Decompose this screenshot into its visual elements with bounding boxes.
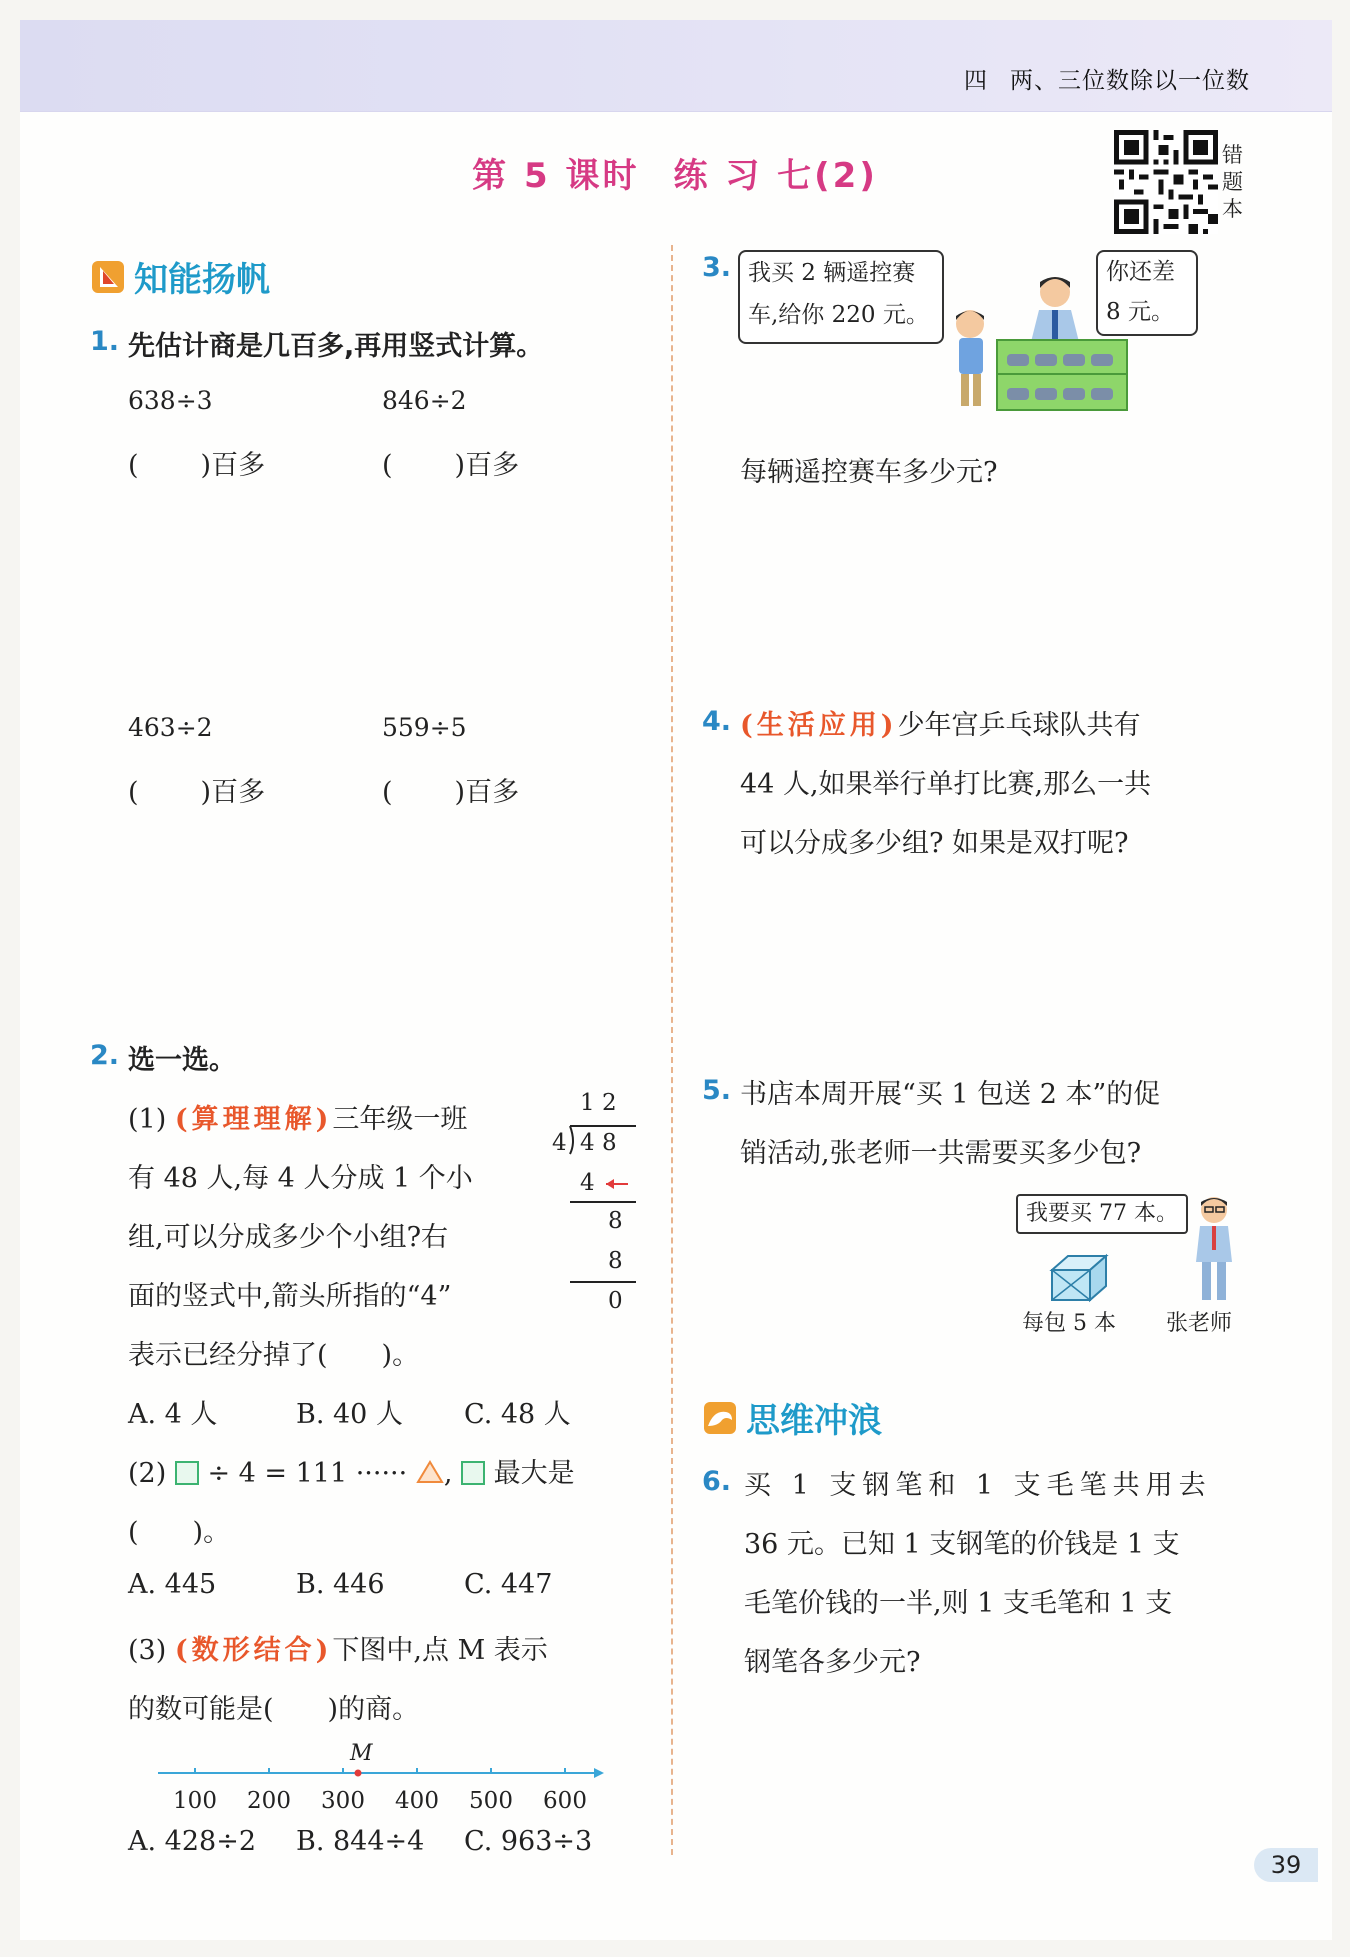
step: 8 xyxy=(608,1208,623,1234)
sail-icon xyxy=(90,259,126,295)
arrow-icon xyxy=(594,1768,604,1778)
text-line: 44 人,如果举行单打比赛,那么一共 xyxy=(740,769,1152,800)
point-m-label: M xyxy=(350,1741,373,1766)
question-number: 6. xyxy=(702,1466,732,1497)
text-line: 面的竖式中,箭头所指的“4” xyxy=(128,1281,452,1312)
option-c[interactable]: C. 447 xyxy=(464,1569,553,1600)
option-a[interactable]: A. 4 人 xyxy=(128,1399,218,1430)
expression: 559÷5 xyxy=(382,713,467,742)
option-a[interactable]: A. 445 xyxy=(128,1569,217,1600)
dividend: 4 8 xyxy=(580,1130,617,1156)
tick-label: 400 xyxy=(395,1788,439,1814)
chapter-title: 两、三位数除以一位数 xyxy=(1010,68,1250,94)
teacher-label: 张老师 xyxy=(1166,1311,1233,1336)
question-prompt: 选一选。 xyxy=(128,1045,236,1076)
text-line: 钢笔各多少元? xyxy=(744,1647,921,1678)
question-text: 每辆遥控赛车多少元? xyxy=(740,457,998,488)
answer-blank[interactable]: ( )百多 xyxy=(382,450,520,481)
chapter-heading xyxy=(964,62,1250,95)
book-package-icon xyxy=(1048,1252,1114,1304)
column-divider xyxy=(671,245,673,1855)
text-line: 毛笔价钱的一半,则 1 支毛笔和 1 支 xyxy=(744,1588,1173,1619)
divisor: 4 xyxy=(552,1130,567,1156)
question-number: 5. xyxy=(702,1075,732,1106)
tick-label: 600 xyxy=(543,1788,587,1814)
text-line: 组,可以分成多少个小组?右 xyxy=(128,1222,449,1253)
division-lines xyxy=(544,1090,644,1330)
tick-label: 200 xyxy=(247,1788,291,1814)
question-text: 买 1 支钢笔和 1 支毛笔共用去 xyxy=(744,1470,1212,1501)
speech-bubble-clerk: 你还差 8 元。 xyxy=(1096,250,1198,336)
green-square-icon xyxy=(461,1461,485,1485)
step: 4 xyxy=(580,1170,595,1196)
options-row xyxy=(128,1826,593,1857)
question-number: 2. xyxy=(90,1040,120,1071)
answer-blank[interactable]: ( )百多 xyxy=(128,777,266,808)
sub-question-3: (3) (数形结合)下图中,点 M 表示 xyxy=(128,1635,548,1666)
speech-bubble-teacher: 我要买 77 本。 xyxy=(1016,1194,1188,1234)
speech-bubble-boy: 我买 2 辆遥控赛 车,给你 220 元。 xyxy=(738,250,944,344)
arrow-icon xyxy=(606,1179,614,1189)
remainder: 0 xyxy=(608,1288,623,1314)
option-b[interactable]: B. 40 人 xyxy=(296,1399,403,1430)
package-label: 每包 5 本 xyxy=(1022,1311,1116,1336)
option-a[interactable]: A. 428÷2 xyxy=(128,1826,256,1857)
green-square-icon xyxy=(175,1461,199,1485)
text-line: 销活动,张老师一共需要买多少包? xyxy=(740,1138,1142,1169)
shop-illustration xyxy=(935,262,1175,422)
section-title: 思维冲浪 xyxy=(746,1401,882,1441)
long-division xyxy=(544,1090,644,1330)
orange-triangle-icon xyxy=(416,1460,444,1484)
text-line: 有 48 人,每 4 人分成 1 个小 xyxy=(128,1163,473,1194)
option-c[interactable]: C. 963÷3 xyxy=(464,1826,593,1857)
section-heading-siwei xyxy=(702,1393,882,1442)
quotient: 1 2 xyxy=(580,1090,617,1116)
question-number: 1. xyxy=(90,326,120,357)
lesson-number: 第 5 课时 xyxy=(472,156,640,196)
question-number: 4. xyxy=(702,706,732,737)
expression: 846÷2 xyxy=(382,386,467,415)
text-line: 36 元。已知 1 支钢笔的价钱是 1 支 xyxy=(744,1529,1180,1560)
lesson-name: 练 习 七(2) xyxy=(673,156,878,196)
tick-label: 100 xyxy=(173,1788,217,1814)
text-line: 的数可能是( )的商。 xyxy=(128,1694,420,1725)
options-row xyxy=(128,1569,553,1600)
text-line: 可以分成多少组? 如果是双打呢? xyxy=(740,828,1129,859)
answer-blank[interactable]: ( )百多 xyxy=(382,777,520,808)
step: 8 xyxy=(608,1248,623,1274)
answer-blank[interactable]: ( )。 xyxy=(128,1517,231,1548)
option-b[interactable]: B. 844÷4 xyxy=(296,1826,425,1857)
question-text: 书店本周开展“买 1 包送 2 本”的促 xyxy=(740,1079,1161,1110)
answer-blank[interactable]: ( )百多 xyxy=(128,450,266,481)
option-c[interactable]: C. 48 人 xyxy=(464,1399,571,1430)
page-number: 39 xyxy=(1254,1848,1318,1882)
tick-label: 300 xyxy=(321,1788,365,1814)
expression: 638÷3 xyxy=(128,386,213,415)
sub-question-2: (2) ÷ 4 = 111 ······ , 最大是 xyxy=(128,1458,575,1489)
question-number: 3. xyxy=(702,252,732,283)
qr-code-icon[interactable] xyxy=(1114,130,1218,234)
question-prompt: 先估计商是几百多,再用竖式计算。 xyxy=(128,331,544,362)
text-line: 表示已经分掉了( )。 xyxy=(128,1340,420,1371)
question-text: (生活应用)少年宫乒乓球队共有 xyxy=(740,710,1141,741)
point-m xyxy=(355,1770,362,1777)
qr-label: 错题本 xyxy=(1222,143,1243,221)
section-heading-zhineng xyxy=(90,252,270,301)
chapter-number: 四 xyxy=(964,68,988,94)
options-row xyxy=(128,1392,571,1431)
wave-icon xyxy=(702,1400,738,1436)
number-line xyxy=(150,1738,620,1822)
expression: 463÷2 xyxy=(128,713,213,742)
section-title: 知能扬帆 xyxy=(134,260,270,300)
option-b[interactable]: B. 446 xyxy=(296,1569,385,1600)
sub-question-1: (1) (算理理解)三年级一班 xyxy=(128,1104,468,1135)
tick-label: 500 xyxy=(469,1788,513,1814)
teacher-figure xyxy=(1186,1192,1242,1304)
